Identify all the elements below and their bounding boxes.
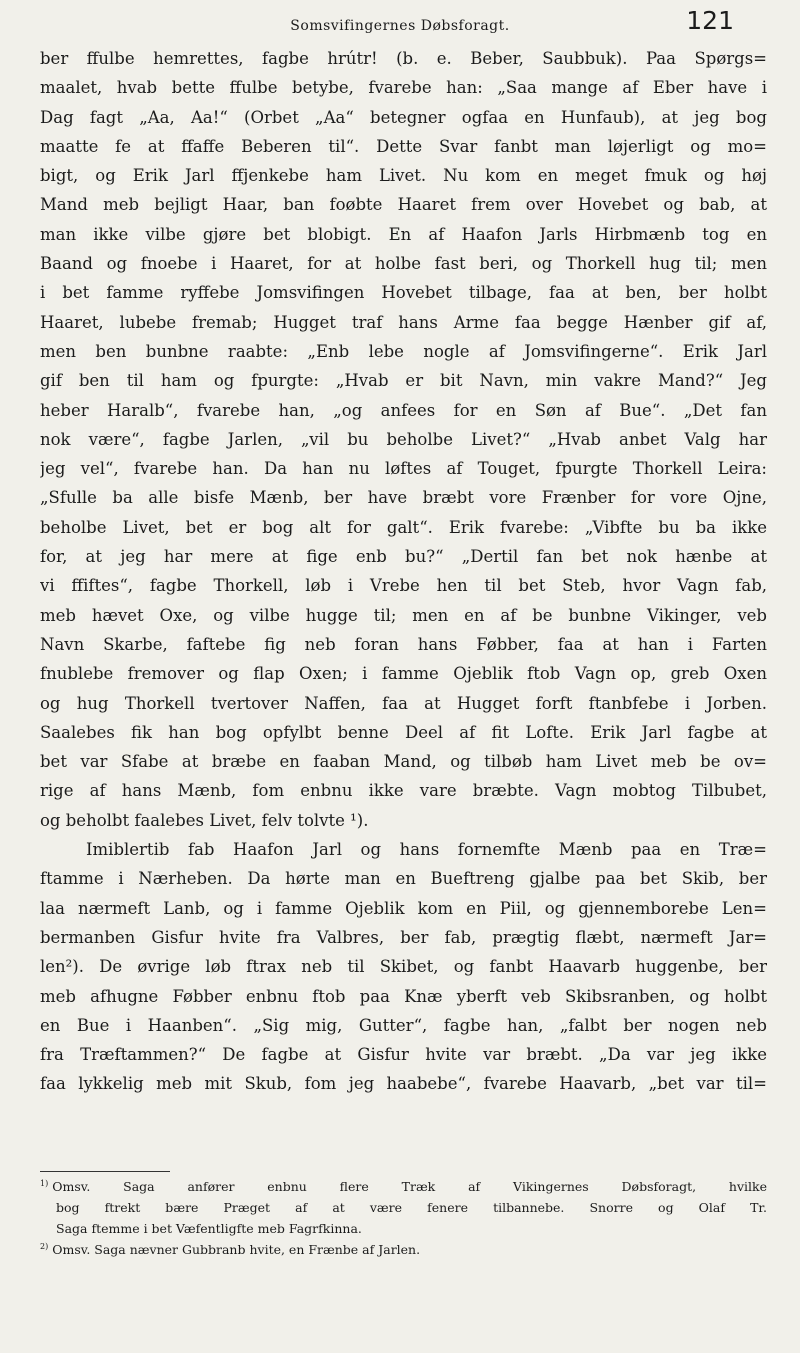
- running-title: Somsvifingernes Døbsforagt.: [290, 18, 510, 34]
- footnote-text: bog ftrekt bære Præget af at være fenere tilbannebe. Snorre og Olaf Tr.: [56, 1200, 767, 1215]
- text-line: gif ben til ham og fpurgte: „Hvab er bit Navn, min vakre Mand?“ Jeg: [40, 371, 767, 391]
- text-line: for, at jeg har mere at fige enb bu?“ „Dertil fan bet nok hænbe at: [40, 547, 767, 567]
- text-line: jeg vel“, fvarebe han. Da han nu løftes af Touget, fpurgte Thorkell Leira:: [40, 459, 767, 479]
- text-line: „Sfulle ba alle bisfe Mænb, ber have bræbt vore Frænber for vore Ojne,: [40, 488, 767, 508]
- text-line: bigt, og Erik Jarl ffjenkebe ham Livet. Nu kom en meget fmuk og høj: [40, 166, 767, 186]
- footnote-line: [40, 1218, 767, 1239]
- footnote-line: [40, 1239, 767, 1260]
- footnote-text: Saga ftemme i bet Væfentligfte meb Fagrfkinna.: [56, 1221, 362, 1236]
- footnote-text: Omsv. Saga anfører enbnu flere Træk af Vikingernes Døbsforagt, hvilke: [52, 1179, 767, 1194]
- text-line: vi ffiftes“, fagbe Thorkell, løb i Vrebe hen til bet Steb, hvor Vagn fab,: [40, 576, 767, 596]
- text-line: Imiblertib fab Haafon Jarl og hans fornemfte Mænb paa en Træ=: [86, 840, 767, 860]
- text-line: og beholbt faalebes Livet, felv tolvte ¹).: [40, 810, 369, 830]
- text-line: bermanben Gisfur hvite fra Valbres, ber fab, prægtig flæbt, nærmeft Jar=: [40, 927, 767, 947]
- text-line: bet var Sfabe at bræbe en faaban Mand, og tilbøb ham Livet meb be ov=: [40, 752, 767, 772]
- text-line: en Bue i Haanben“. „Sig mig, Gutter“, fagbe han, „falbt ber nogen neb: [40, 1015, 767, 1035]
- footnote-marker: 1): [40, 1178, 49, 1188]
- text-line: len²). De øvrige løb ftrax neb til Skibet, og fanbt Haavarb huggenbe, ber: [40, 957, 767, 977]
- footnote-line: [40, 1176, 767, 1197]
- text-line: fra Træftammen?“ De fagbe at Gisfur hvite var bræbt. „Da var jeg ikke: [40, 1045, 767, 1065]
- text-line: maatte fe at ffaffe Beberen til“. Dette Svar fanbt man løjerligt og mo=: [40, 136, 767, 156]
- text-line: meb afhugne Føbber enbnu ftob paa Knæ yberft veb Skibsranben, og holbt: [40, 986, 767, 1006]
- text-line: maalet, hvab bette ffulbe betybe, fvarebe han: „Saa mange af Eber have i: [40, 78, 767, 98]
- text-line: heber Haralb“, fvarebe han, „og anfees for en Søn af Bue“. „Det fan: [40, 400, 767, 420]
- text-line: i bet famme ryffebe Jomsvifingen Hovebet tilbage, faa at ben, ber holbt: [40, 283, 767, 303]
- body-text: [40, 44, 767, 1099]
- text-line: men ben bunbne raabte: „Enb lebe nogle af Jomsvifingerne“. Erik Jarl: [40, 341, 767, 361]
- text-line: Mand meb bejligt Haar, ban foøbte Haaret frem over Hovebet og bab, at: [40, 195, 767, 215]
- text-line: beholbe Livet, bet er bog alt for galt“. Erik fvarebe: „Vibfte bu ba ikke: [40, 517, 767, 537]
- text-line: og hug Thorkell tvertover Naffen, faa at Hugget forft ftanbfebe i Jorben.: [40, 693, 767, 713]
- text-line: man ikke vilbe gjøre bet blobigt. En af Haafon Jarls Hirbmænb tog en: [40, 224, 767, 244]
- text-line: fnublebe fremover og flap Oxen; i famme Ojeblik ftob Vagn op, greb Oxen: [40, 664, 767, 684]
- text-line: rige af hans Mænb, fom enbnu ikke vare bræbte. Vagn mobtog Tilbubet,: [40, 781, 767, 801]
- text-line: nok være“, fagbe Jarlen, „vil bu beholbe Livet?“ „Hvab anbet Valg har: [40, 429, 767, 449]
- text-line: ber ffulbe hemrettes, fagbe hrútr! (b. e. Beber, Saubbuk). Paa Spørgs=: [40, 49, 767, 68]
- page-number: 121: [686, 6, 734, 35]
- text-line: Navn Skarbe, faftebe fig neb foran hans Føbber, faa at han i Farten: [40, 634, 767, 654]
- text-line: meb hævet Oxe, og vilbe hugge til; men en af be bunbne Vikinger, veb: [40, 605, 767, 625]
- text-line: Baand og fnoebe i Haaret, for at holbe fast beri, og Thorkell hug til; men: [40, 254, 767, 274]
- page-header: [40, 4, 760, 38]
- text-line: laa nærmeft Lanb, og i famme Ojeblik kom en Piil, og gjennemborebe Len=: [40, 898, 767, 918]
- footnote-divider: [40, 1171, 170, 1172]
- footnote-line: [40, 1197, 767, 1218]
- footnote-marker: 2): [40, 1241, 49, 1251]
- text-line: Saalebes fik han bog opfylbt benne Deel af fit Lofte. Erik Jarl fagbe at: [40, 722, 767, 742]
- text-line: ftamme i Nærheben. Da hørte man en Bueftreng gjalbe paa bet Skib, ber: [40, 869, 767, 889]
- footnotes: [40, 1176, 767, 1260]
- text-line: faa lykkelig meb mit Skub, fom jeg haabebe“, fvarebe Haavarb, „bet var til=: [40, 1074, 767, 1094]
- text-line: Haaret, lubebe fremab; Hugget traf hans Arme faa begge Hænber gif af,: [40, 312, 767, 332]
- text-line: Dag fagt „Aa, Aa!“ (Orbet „Aa“ betegner ogfaa en Hunfaub), at jeg bog: [40, 107, 767, 127]
- footnote-text: Omsv. Saga nævner Gubbranb hvite, en Frænbe af Jarlen.: [52, 1242, 421, 1257]
